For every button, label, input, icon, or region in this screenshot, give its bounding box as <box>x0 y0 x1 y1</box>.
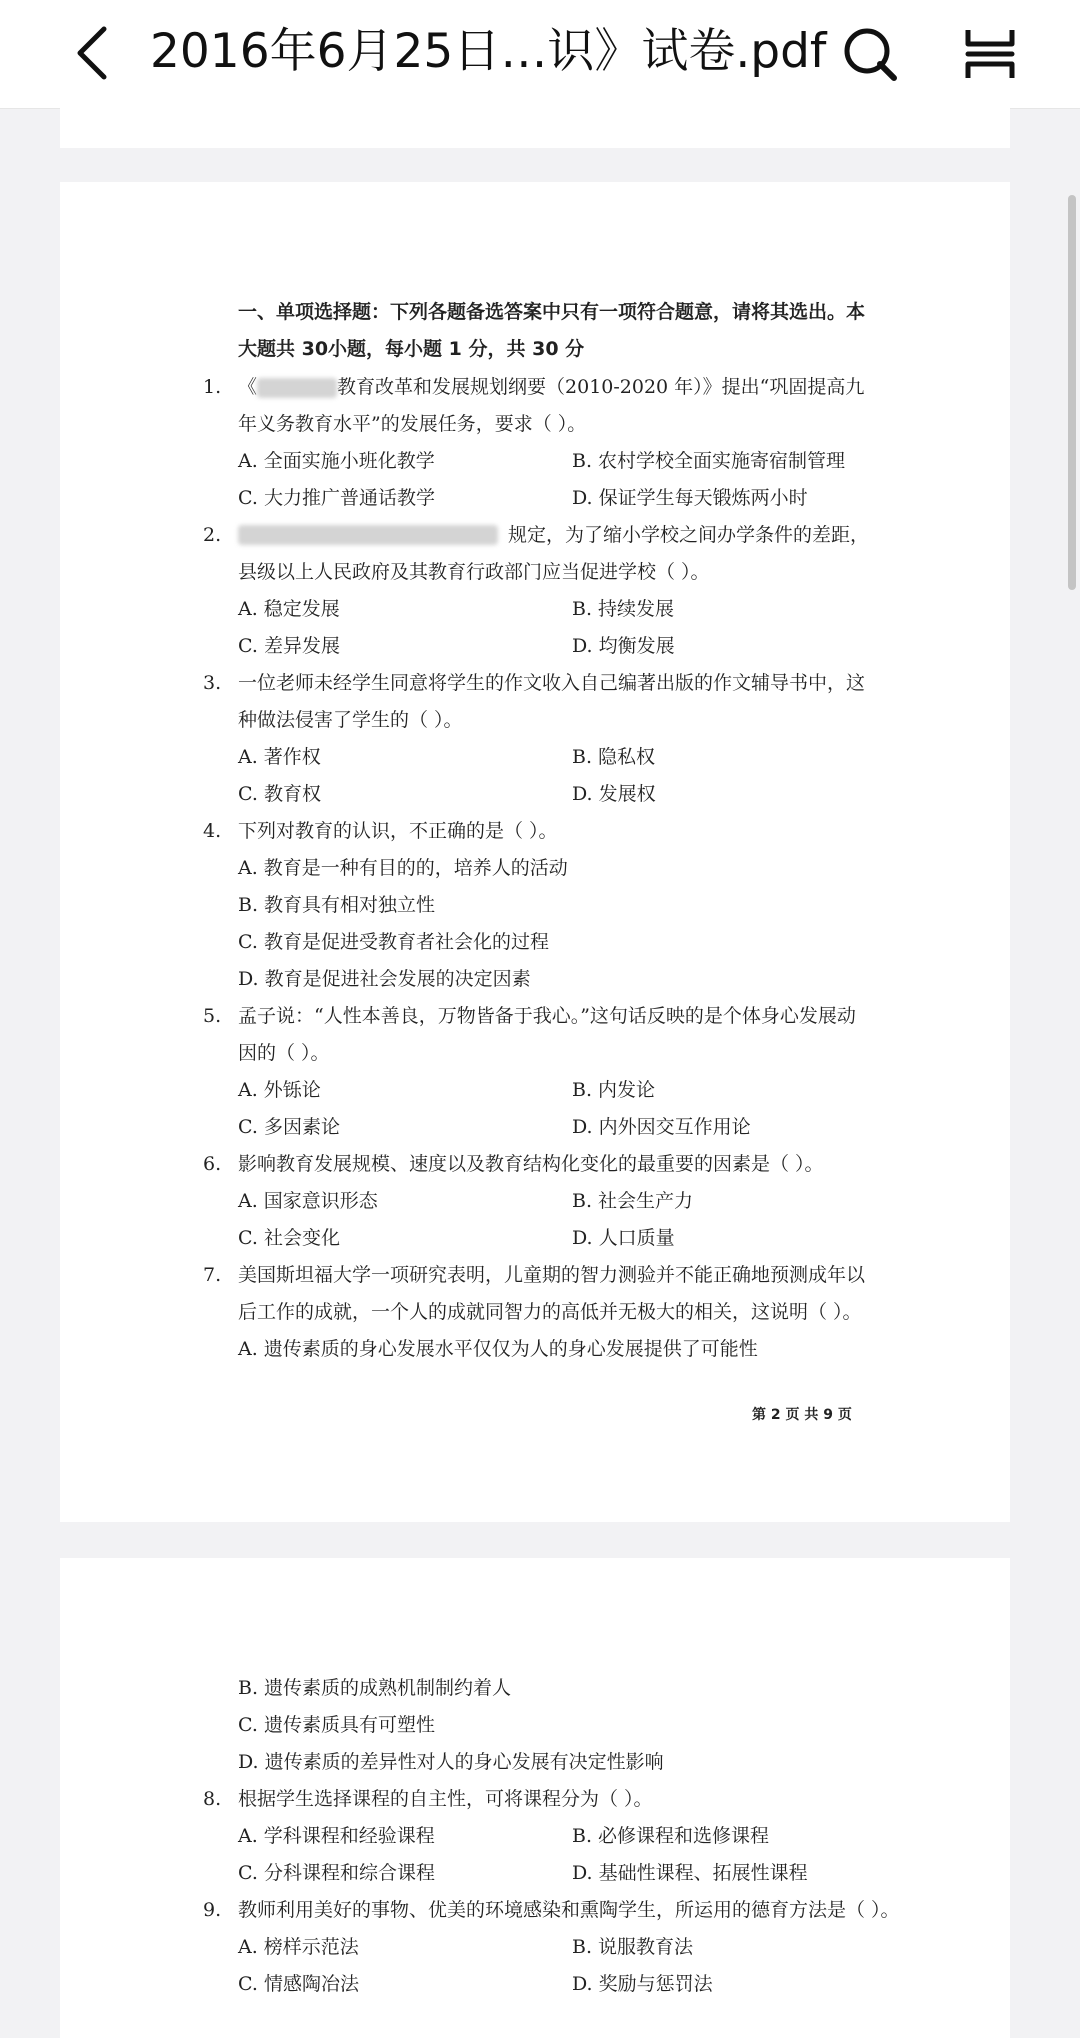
question-2-line-2: 县级以上人民政府及其教育行政部门应当促进学校（ ）。 <box>238 561 710 583</box>
search-button[interactable] <box>838 22 902 86</box>
option-b: B. 内发论 <box>572 1079 656 1101</box>
question-6-line-1: 影响教育发展规模、速度以及教育结构化变化的最重要的因素是（ ）。 <box>238 1153 824 1175</box>
option-d: D. 内外因交互作用论 <box>572 1116 751 1138</box>
option-c: C. 差异发展 <box>238 635 340 657</box>
question-number: 3. <box>203 672 222 694</box>
outline-button[interactable] <box>958 22 1022 86</box>
back-button[interactable] <box>62 20 122 86</box>
question-7-line-1: 美国斯坦福大学一项研究表明，儿童期的智力测验并不能正确地预测成年以 <box>238 1264 866 1286</box>
question-number: 4. <box>203 820 222 842</box>
option-a: A. 学科课程和经验课程 <box>238 1825 435 1847</box>
option-c: C. 分科课程和综合课程 <box>238 1862 435 1884</box>
option-a: A. 全面实施小班化教学 <box>238 450 435 472</box>
option-c: C. 遗传素质具有可塑性 <box>238 1714 435 1736</box>
pdf-page-3 <box>60 1558 1010 2038</box>
question-5-line-2: 因的（ ）。 <box>238 1042 330 1064</box>
option-d: D. 人口质量 <box>572 1227 675 1249</box>
section-heading-cont: 大题共 30小题，每小题 1 分，共 30 分 <box>238 338 585 360</box>
option-b: B. 隐私权 <box>572 746 656 768</box>
question-8-line-1: 根据学生选择课程的自主性，可将课程分为（ ）。 <box>238 1788 653 1810</box>
option-d: D. 发展权 <box>572 783 656 805</box>
option-a: A. 教育是一种有目的的，培养人的活动 <box>238 857 568 879</box>
option-d: D. 教育是促进社会发展的决定因素 <box>238 968 531 990</box>
option-b: B. 持续发展 <box>572 598 675 620</box>
question-5-line-1: 孟子说：“人性本善良，万物皆备于我心。”这句话反映的是个体身心发展动 <box>238 1005 856 1027</box>
option-d: D. 均衡发展 <box>572 635 675 657</box>
option-a: A. 国家意识形态 <box>238 1190 378 1212</box>
question-1-line-1: 《 教育改革和发展规划纲要（2010-2020 年）》提出“巩固提高九 <box>238 376 865 398</box>
option-b: B. 教育具有相对独立性 <box>238 894 436 916</box>
option-c: C. 情感陶冶法 <box>238 1973 359 1995</box>
option-d: D. 遗传素质的差异性对人的身心发展有决定性影响 <box>238 1751 664 1773</box>
redacted-text <box>257 378 337 398</box>
question-9-line-1: 教师利用美好的事物、优美的环境感染和熏陶学生，所运用的德育方法是（ ）。 <box>238 1899 900 1921</box>
page-footer: 第 2 页 共 9 页 <box>752 1407 852 1423</box>
question-number: 6. <box>203 1153 222 1175</box>
option-c: C. 大力推广普通话教学 <box>238 487 435 509</box>
option-b: B. 遗传素质的成熟机制制约着人 <box>238 1677 512 1699</box>
option-c: C. 教育是促进受教育者社会化的过程 <box>238 931 549 953</box>
question-number: 9. <box>203 1899 222 1921</box>
option-a: A. 著作权 <box>238 746 321 768</box>
question-1-line-2: 年义务教育水平”的发展任务，要求（ ）。 <box>238 413 587 435</box>
redacted-text <box>238 525 498 545</box>
section-heading: 一、单项选择题：下列各题备选答案中只有一项符合题意，请将其选出。本 <box>238 301 866 323</box>
option-a: A. 外铄论 <box>238 1079 321 1101</box>
top-app-bar <box>0 0 1080 109</box>
question-3-line-2: 种做法侵害了学生的（ ）。 <box>238 709 463 731</box>
question-number: 8. <box>203 1788 222 1810</box>
question-number: 1. <box>203 376 222 398</box>
option-b: B. 说服教育法 <box>572 1936 694 1958</box>
option-b: B. 必修课程和选修课程 <box>572 1825 770 1847</box>
option-a: A. 稳定发展 <box>238 598 340 620</box>
option-a: A. 遗传素质的身心发展水平仅仅为人的身心发展提供了可能性 <box>238 1338 758 1360</box>
document-title: 2016年6月25日…识》试卷.pdf <box>150 24 827 79</box>
question-number: 5. <box>203 1005 222 1027</box>
option-d: D. 奖励与惩罚法 <box>572 1973 713 1995</box>
chevron-left-icon <box>72 25 112 81</box>
scrollbar-thumb[interactable] <box>1068 195 1076 590</box>
question-3-line-1: 一位老师未经学生同意将学生的作文收入自己编著出版的作文辅导书中，这 <box>238 672 866 694</box>
question-number: 7. <box>203 1264 222 1286</box>
question-number: 2. <box>203 524 222 546</box>
pdf-page-2 <box>60 182 1010 1522</box>
option-c: C. 教育权 <box>238 783 321 805</box>
question-2-line-1: 规定，为了缩小学校之间办学条件的差距， <box>508 524 870 546</box>
option-c: C. 多因素论 <box>238 1116 340 1138</box>
question-4-line-1: 下列对教育的认识，不正确的是（ ）。 <box>238 820 558 842</box>
search-icon <box>838 22 902 86</box>
outline-icon <box>958 22 1022 86</box>
page-1-bottom <box>60 108 1010 148</box>
option-b: B. 农村学校全面实施寄宿制管理 <box>572 450 846 472</box>
question-7-line-2: 后工作的成就，一个人的成就同智力的高低并无极大的相关，这说明（ ）。 <box>238 1301 862 1323</box>
option-c: C. 社会变化 <box>238 1227 340 1249</box>
option-d: D. 基础性课程、拓展性课程 <box>572 1862 808 1884</box>
option-d: D. 保证学生每天锻炼两小时 <box>572 487 808 509</box>
option-b: B. 社会生产力 <box>572 1190 694 1212</box>
option-a: A. 榜样示范法 <box>238 1936 359 1958</box>
